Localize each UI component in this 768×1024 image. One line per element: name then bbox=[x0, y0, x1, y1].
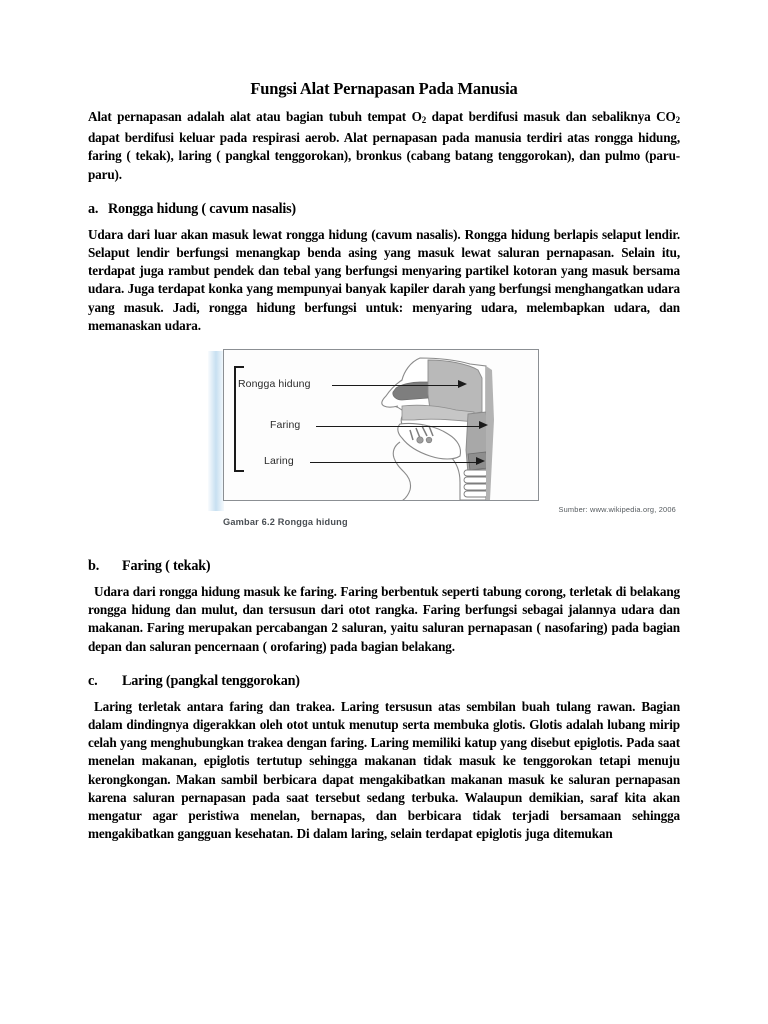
arrow-icon-pharynx bbox=[479, 421, 488, 429]
section-marker-b: b. bbox=[88, 558, 100, 574]
section-heading-b bbox=[88, 558, 680, 575]
intro-text-part2: dapat berdifusi masuk dan sebaliknya CO bbox=[426, 108, 676, 124]
section-body-a: Udara dari luar akan masuk lewat rongga hidung (cavum nasalis). Rongga hidung berlapis selaput lendir. Selaput lendir berfungsi menangkap benda asing yang masuk lewat saluran pernapasan. Selain itu, terdapat juga rambut pendek dan tebal yang berfungsi menyaring partikel kotoran yang masuk bersama udara. Juga terdapat konka yang mempunyai banyak kapiler darah yang berfungsi menghangatkan udara yang masuk. Jadi, rongga hidung berfungsi untuk: menyaring udara, melembapkan udara, dan memanaskan udara. bbox=[88, 226, 681, 333]
section-body-c: Laring terletak antara faring dan trakea. Laring tersusun atas sembilan buah tulang rawan. Bagian dalam dindingnya digerakkan oleh otot untuk menutup serta membuka glotis. Glotis adalah lubang mirip celah yang menghubungkan trakea dengan faring. Laring memiliki katup yang disebut epiglotis. Pada saat menelan makanan, epiglotis tertutup sehingga makanan tidak masuk ke tenggorokan tetapi menuju kerongkongan. Makan sambil berbicara dapat mengakibatkan makanan masuk ke saluran pernapasan karena saluran pernapasan pada saat tersebut sedang terbuka. Walaupun demikian, saraf kita akan mengatur agar peristiwa menelan, bernapas, dan berbicara tidak terjadi bersamaan sehingga mengakibatkan gangguan kesehatan. Di dalam laring, selain terdapat epiglotis juga ditemukan bbox=[88, 698, 680, 842]
oxygen-subscript: 2 bbox=[421, 114, 427, 125]
document-content bbox=[88, 80, 680, 844]
figure-label-pharynx: Faring bbox=[270, 419, 301, 431]
leader-line-larynx bbox=[310, 462, 476, 463]
figure-frame bbox=[223, 349, 539, 501]
leader-line-pharynx bbox=[316, 426, 479, 427]
figure-rongga-hidung bbox=[88, 351, 680, 541]
figure-caption: Gambar 6.2 Rongga hidung bbox=[223, 517, 348, 527]
figure-label-larynx: Laring bbox=[264, 455, 294, 467]
intro-paragraph bbox=[88, 108, 680, 184]
intro-text-part1: Alat pernapasan adalah alat atau bagian tubuh tempat O bbox=[88, 108, 422, 124]
figure-edge-artifact bbox=[208, 351, 224, 511]
page-title: Fungsi Alat Pernapasan Pada Manusia bbox=[250, 79, 518, 98]
section-marker-c: c. bbox=[88, 672, 98, 689]
figure-source: Sumber: www.wikipedia.org, 2006 bbox=[558, 505, 676, 514]
arrow-icon-nasal-cavity bbox=[458, 380, 467, 388]
leader-line-nasal-cavity bbox=[332, 385, 458, 386]
carbon-dioxide-subscript: 2 bbox=[675, 114, 680, 125]
section-heading-c bbox=[88, 673, 680, 690]
section-marker-a: a. bbox=[88, 200, 99, 217]
intro-text-part3: dapat berdifusi keluar pada respirasi aerob. Alat pernapasan pada manusia terdiri atas rongga hidung, faring ( tekak), laring ( pangkal tenggorokan), bronkus (cabang batang tenggorokan), dan pulmo (paru-paru). bbox=[88, 130, 680, 182]
arrow-icon-larynx bbox=[476, 457, 485, 465]
section-heading-a bbox=[88, 201, 680, 218]
section-title-b: Faring ( tekak) bbox=[122, 558, 211, 574]
section-body-b: Udara dari rongga hidung masuk ke faring. Faring berbentuk seperti tabung corong, terletak di belakang rongga hidung dan mulut, dan tersusun dari otot rangka. Faring berfungsi sebagai jalannya udara dan makanan. Faring merupakan percabangan 2 saluran, yaitu saluran pernapasan ( nasofaring) pada bagian depan dan saluran pencernaan ( orofaring) pada bagian belakang. bbox=[88, 584, 680, 654]
figure-label-nasal-cavity: Rongga hidung bbox=[238, 378, 311, 390]
section-title-c: Laring (pangkal tenggorokan) bbox=[122, 672, 300, 689]
figure-illustration bbox=[224, 350, 538, 500]
section-title-a: Rongga hidung ( cavum nasalis) bbox=[108, 200, 296, 217]
